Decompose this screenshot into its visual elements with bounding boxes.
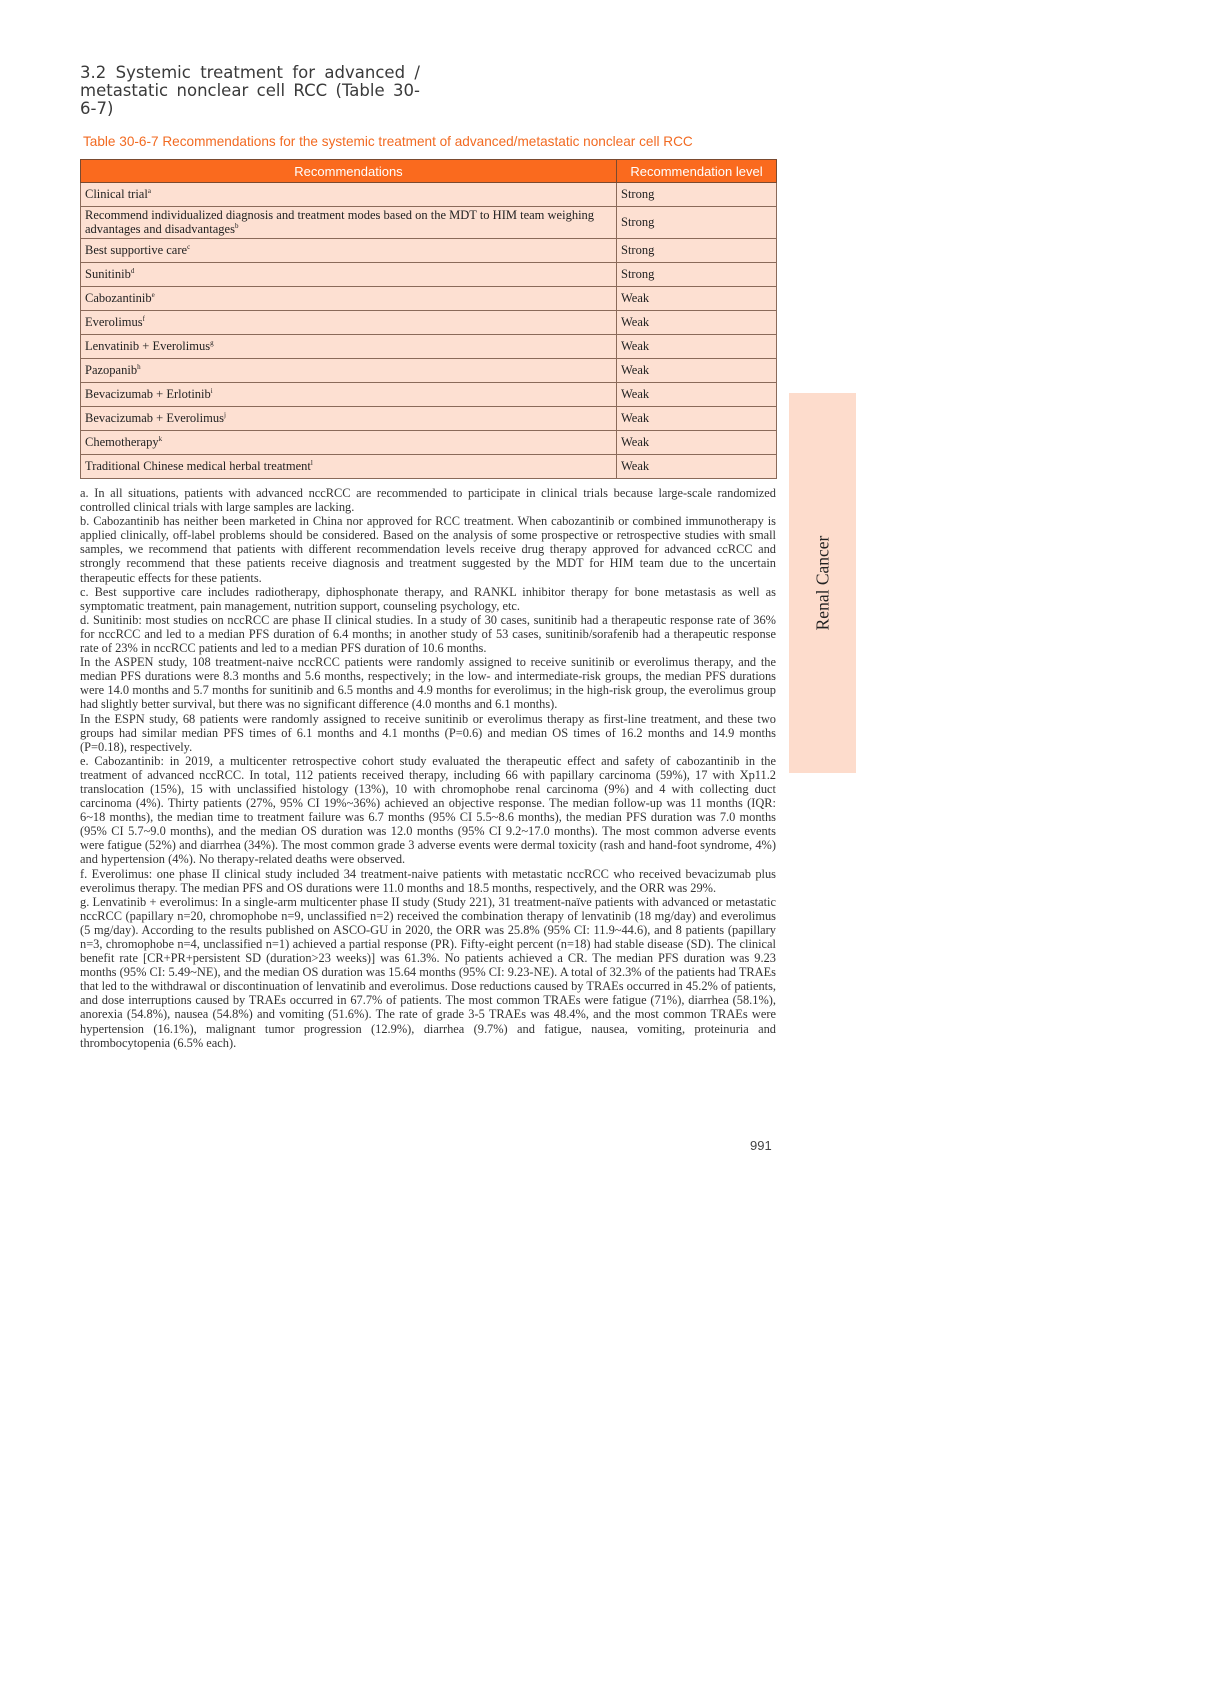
page-number: 991 (750, 1138, 772, 1153)
treatment-name: Traditional Chinese medical herbal treatment (85, 458, 311, 473)
column-header: Recommendations (81, 160, 617, 183)
footnote-paragraph: d. Sunitinib: most studies on nccRCC are phase II clinical studies. In a study of 30 cases, sunitinib had a therapeutic response rate of 36% for nccRCC and led to a median PFS duration of 6.4 months; in another study of 53 cases, sunitinib/sorafenib had a therapeutic response rate of 23% in nccRCC patients and led to a median PFS duration of 10.6 months. (80, 612, 776, 656)
treatment-name: Bevacizumab + Erlotinib (85, 386, 211, 401)
treatment-name: Recommend individualized diagnosis and treatment modes based on the MDT to HIM team weighing advantages and disadvantages (85, 208, 595, 236)
chapter-tab-label: Renal Cancer (812, 535, 832, 631)
footnote-paragraph: e. Cabozantinib: in 2019, a multicenter retrospective cohort study evaluated the therapeutic effect and safety of cabozantinib in the treatment of advanced nccRCC. In total, 112 patients received therapy, including 66 with papillary carcinoma (59%), 17 with Xp11.2 translocation (15%), 15 with unclassified histology (13%), 10 with chromophobe renal carcinoma (9%) and 4 with collecting duct carcinoma (4%). Thirty patients (27%, 95% CI 19%~36%) achieved an objective response. The median follow-up was 11 months (IQR: 6~18 months), the median time to treatment failure was 6.7 months (95% CI 5.5~8.6 months), the median PFS duration was 7.0 months (95% CI 5.7~9.0 months), and the median OS duration was 12.0 months (95% CI 9.2~17.0 months). The most common adverse events were fatigue (52%) and diarrhea (34%). The most common grade 3 adverse events were dermal toxicity (rash and hand-foot syndrome, 4%) and hypertension (4%). No therapy-related deaths were observed. (80, 753, 776, 867)
table-row (81, 455, 777, 479)
footnote-paragraph: a. In all situations, patients with advanced nccRCC are recommended to participate in clinical trials because large-scale randomized controlled clinical trials with large samples are lacking. (80, 486, 776, 515)
treatment-cell (81, 287, 617, 311)
footnote-paragraph: f. Everolimus: one phase II clinical study included 34 treatment-naive patients with metastatic nccRCC who received bevacizumab plus everolimus therapy. The median PFS and OS durations were 11.0 months and 18.5 months, respectively, and the ORR was 29%. (80, 866, 776, 895)
table-caption: Table 30-6-7 Recommendations for the systemic treatment of advanced/metastatic nonclear cell RCC (83, 134, 693, 149)
treatment-cell (81, 455, 617, 479)
treatment-cell (81, 183, 617, 207)
recommendations-table (80, 159, 777, 479)
treatment-cell (81, 407, 617, 431)
table-row (81, 383, 777, 407)
footnote-marker: d (130, 266, 135, 275)
footnote-paragraph: g. Lenvatinib + everolimus: In a single-arm multicenter phase II study (Study 221), 31 treatment-naïve patients with advanced or metastatic nccRCC (papillary n=20, chromophobe n=9, unclassified n=2) received the combination therapy of lenvatinib (18 mg/day) and everolimus (5 mg/day). According to the results published on ASCO-GU in 2020, the ORR was 25.8% (95% CI: 11.9~44.6), and 8 patients (papillary n=3, chromophobe n=4, unclassified n=1) achieved a partial response (PR). Fifty-eight percent (n=18) had stable disease (SD). The clinical benefit rate [CR+PR+persistent SD (duration>23 weeks)] was 61.3%. No patients achieved a CR. The median PFS duration was 9.23 months (95% CI: 5.49~NE), and the median OS duration was 15.64 months (95% CI: 9.23-NE). A total of 32.3% of the patients had TRAEs that led to the withdrawal or discontinuation of lenvatinib and everolimus. Dose reductions caused by TRAEs occurred in 45.2% of patients, and dose interruptions caused by TRAEs occurred in 67.7% of patients. The most common TRAEs were fatigue (71%), diarrhea (58.1%), anorexia (54.8%), nausea (54.8%) and vomiting (51.6%). The rate of grade 3-5 TRAEs was 48.4%, and the most common TRAEs were hypertension (16.1%), malignant tumor progression (12.9%), diarrhea (9.7%) and fatigue, nausea, vomiting, proteinuria and thrombocytopenia (6.5% each). (80, 894, 776, 1050)
table-row (81, 239, 777, 263)
level-cell: Weak (617, 287, 777, 311)
section-heading: 3.2 Systemic treatment for advanced / metastatic nonclear cell RCC (Table 30-6-7) (80, 63, 420, 118)
footnote-paragraph: c. Best supportive care includes radiotherapy, diphosphonate therapy, and RANKL inhibitor therapy for bone metastasis as well as symptomatic treatment, pain management, nutrition support, counseling psychology, etc. (80, 584, 776, 613)
treatment-cell (81, 207, 617, 239)
footnote-marker: f (142, 314, 145, 323)
treatment-cell (81, 383, 617, 407)
footnote-paragraph: In the ESPN study, 68 patients were randomly assigned to receive sunitinib or everolimus therapy as first-line treatment, and these two groups had similar median PFS times of 6.1 months and 4.1 months (P=0.6) and median OS times of 16.2 months and 14.9 months (P=0.18), respectively. (80, 711, 776, 754)
treatment-cell (81, 311, 617, 335)
treatment-name: Chemotherapy (85, 434, 159, 449)
level-cell: Strong (617, 263, 777, 287)
treatment-name: Everolimus (85, 314, 143, 329)
level-cell: Weak (617, 455, 777, 479)
treatment-name: Clinical trial (85, 186, 148, 201)
table-row (81, 359, 777, 383)
level-cell: Strong (617, 207, 777, 239)
level-cell: Strong (617, 183, 777, 207)
footnote-marker: i (210, 386, 213, 395)
treatment-name: Lenvatinib + Everolimus (85, 338, 211, 353)
table-row (81, 263, 777, 287)
table-row (81, 287, 777, 311)
table-row (81, 207, 777, 239)
footnote-marker: b (234, 221, 239, 230)
level-cell: Weak (617, 311, 777, 335)
table-row (81, 407, 777, 431)
column-header: Recommendation level (617, 160, 777, 183)
footnote-marker: e (151, 290, 155, 299)
footnote-marker: h (137, 362, 141, 371)
footnote-marker: g (210, 338, 214, 347)
table-header-row (81, 160, 777, 183)
treatment-cell (81, 263, 617, 287)
treatment-name: Sunitinib (85, 266, 131, 281)
treatment-cell (81, 431, 617, 455)
footnote-marker: a (147, 186, 151, 195)
footnote-marker: k (158, 434, 163, 443)
level-cell: Weak (617, 407, 777, 431)
level-cell: Strong (617, 239, 777, 263)
treatment-name: Bevacizumab + Everolimus (85, 410, 224, 425)
footnote-marker: l (310, 458, 313, 467)
footnote-marker: j (223, 410, 226, 419)
treatment-cell (81, 335, 617, 359)
footnote-paragraph: In the ASPEN study, 108 treatment-naive nccRCC patients were randomly assigned to receive sunitinib or everolimus therapy, and the median PFS durations were 8.3 months and 5.6 months, respectively; in the low- and intermediate-risk groups, the median PFS durations were 14.0 months and 5.7 months for sunitinib and 6.5 months and 4.9 months for everolimus; in the high-risk group, the everolimus group had slightly better survival, but there was no significant difference (4.0 months and 6.1 months). (80, 655, 776, 712)
treatment-name: Pazopanib (85, 362, 138, 377)
treatment-name: Cabozantinib (85, 290, 152, 305)
table-row (81, 183, 777, 207)
footnote-paragraph: b. Cabozantinib has neither been marketed in China nor approved for RCC treatment. When cabozantinib or combined immunotherapy is applied clinically, off-label problems should be considered. Based on the analysis of some prospective or retrospective studies with small samples, we recommend that patients with different recommendation levels receive drug therapy approved for advanced ccRCC and strongly recommend that these patients receive diagnosis and treatment suggested by the MDT for HIM team due to the uncertain therapeutic effects for these patients. (80, 514, 776, 585)
footnote-marker: c (187, 242, 191, 251)
table-row (81, 311, 777, 335)
level-cell: Weak (617, 359, 777, 383)
treatment-name: Best supportive care (85, 242, 188, 257)
table-row (81, 431, 777, 455)
treatment-cell (81, 359, 617, 383)
table-row (81, 335, 777, 359)
level-cell: Weak (617, 335, 777, 359)
level-cell: Weak (617, 431, 777, 455)
treatment-cell (81, 239, 617, 263)
level-cell: Weak (617, 383, 777, 407)
footnotes (80, 486, 776, 1050)
chapter-side-tab (789, 393, 856, 773)
